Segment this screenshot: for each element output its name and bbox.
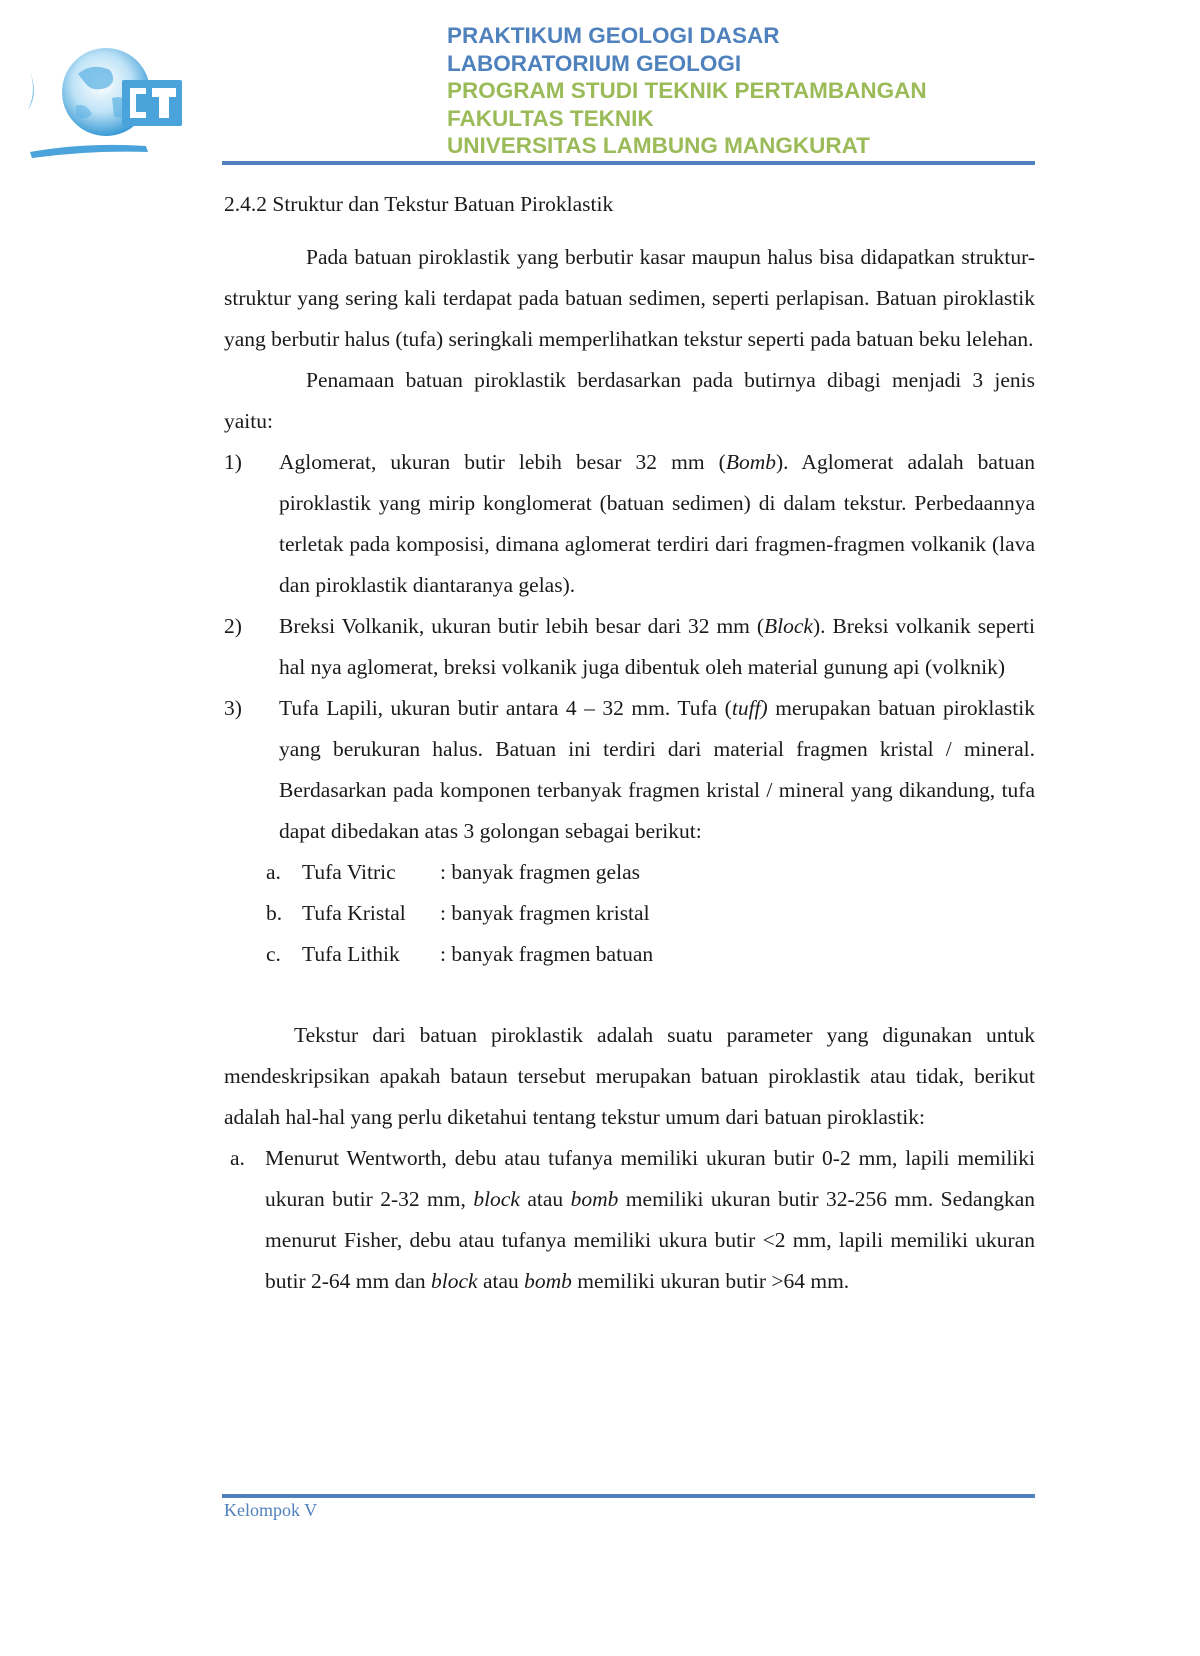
tufa-letter: b.	[266, 901, 283, 925]
header-line-3: PROGRAM STUDI TEKNIK PERTAMBANGAN	[447, 78, 927, 103]
header-line-2: LABORATORIUM GEOLOGI	[447, 50, 742, 76]
point-emphasis: bomb	[570, 1187, 619, 1211]
section-title: 2.4.2 Struktur dan Tekstur Batuan Piroklastik	[224, 192, 614, 216]
list-item	[224, 606, 1035, 688]
item-text-rest: ). Aglomerat adalah batuan piroklastik yang mirip konglomerat (batuan sedimen) di dalam tekstur. Perbedaannya terletak pada komposisi, dimana aglomerat terdiri dari fragmen-fragmen volkanik (lava dan piroklastik diantaranya gelas).	[279, 450, 1035, 597]
tufa-letter: a.	[266, 860, 281, 884]
texture-point-a	[224, 1138, 1035, 1302]
list-item	[224, 688, 1035, 852]
item-text: Breksi Volkanik, ukuran butir lebih besar dari 32 mm (	[279, 614, 765, 638]
tufa-name: Tufa Lithik	[302, 942, 400, 966]
page-body	[224, 184, 1035, 1302]
point-text: memiliki ukuran butir 32-256 mm. Sedangkan menurut Fisher, debu atau tufanya memiliki ukura butir <2 mm, lapili memiliki ukuran butir 2-64 mm dan	[265, 1187, 1036, 1293]
footer-text: Kelompok V	[224, 1500, 318, 1520]
item-text: Aglomerat, ukuran butir lebih besar 32 mm (	[279, 450, 726, 474]
tufa-item	[224, 893, 1035, 934]
point-emphasis: bomb	[524, 1269, 572, 1293]
spacer	[224, 975, 1035, 1015]
header-divider	[222, 161, 1035, 165]
point-emphasis: block	[431, 1269, 478, 1293]
list-number: 1)	[224, 450, 242, 474]
header-line-4: FAKULTAS TEKNIK	[447, 105, 654, 131]
item-text: Tufa Lapili, ukuran butir antara 4 – 32 mm. Tufa (	[279, 696, 732, 720]
point-emphasis: block	[473, 1187, 520, 1211]
point-text: atau	[477, 1269, 525, 1293]
item-text-rest: ). Breksi volkanik seperti hal nya aglomerat, breksi volkanik juga dibentuk oleh material gunung api (volknik)	[279, 614, 1036, 679]
header-line-5: UNIVERSITAS LAMBUNG MANGKURAT	[447, 133, 870, 158]
footer-divider	[222, 1494, 1035, 1498]
tufa-desc: : banyak fragmen batuan	[440, 942, 654, 966]
tufa-letter: c.	[266, 942, 281, 966]
rock-type-list	[224, 442, 1035, 852]
tufa-item	[224, 852, 1035, 893]
document-header	[447, 22, 927, 160]
item-emphasis: Block	[764, 614, 813, 638]
tufa-type-list	[224, 852, 1035, 975]
tufa-name: Tufa Kristal	[302, 901, 406, 925]
point-text: atau	[519, 1187, 571, 1211]
list-item	[224, 442, 1035, 606]
globe-logo-icon	[26, 18, 196, 166]
tufa-name: Tufa Vitric	[302, 860, 396, 884]
list-number: 3)	[224, 696, 242, 720]
item-text-rest: merupakan batuan piroklastik yang berukuran halus. Batuan ini terdiri dari material fragmen kristal / mineral. Berdasarkan pada komponen terbanyak fragmen kristal / mineral yang dikandung, tufa dapat dibedakan atas 3 golongan sebagai berikut:	[279, 696, 1035, 843]
list-number: 2)	[224, 614, 242, 638]
paragraph-3: Tekstur dari batuan piroklastik adalah suatu parameter yang digunakan untuk mendeskripsikan apakah bataun tersebut merupakan batuan piroklastik atau tidak, berikut adalah hal-hal yang perlu diketahui tentang tekstur umum dari batuan piroklastik:	[224, 1023, 1035, 1129]
point-text: memiliki ukuran butir >64 mm.	[571, 1269, 850, 1293]
paragraph-1: Pada batuan piroklastik yang berbutir kasar maupun halus bisa didapatkan struktur-struktur yang sering kali terdapat pada batuan sedimen, seperti perlapisan. Batuan piroklastik yang berbutir halus (tufa) seringkali memperlihatkan tekstur seperti pada batuan beku lelehan.	[224, 245, 1035, 351]
paragraph-2: Penamaan batuan piroklastik berdasarkan pada butirnya dibagi menjadi 3 jenis yaitu:	[224, 368, 1035, 433]
tufa-item	[224, 934, 1035, 975]
item-emphasis: tuff)	[731, 696, 768, 720]
item-emphasis: Bomb	[725, 450, 776, 474]
point-text: Menurut Wentworth, debu atau tufanya memiliki ukuran butir 0-2 mm, lapili memiliki ukuran butir 2-32 mm,	[265, 1146, 1035, 1211]
header-line-1: PRAKTIKUM GEOLOGI DASAR	[447, 23, 780, 48]
tufa-desc: : banyak fragmen kristal	[440, 901, 650, 925]
tufa-desc: : banyak fragmen gelas	[440, 860, 640, 884]
point-letter: a.	[230, 1146, 245, 1170]
